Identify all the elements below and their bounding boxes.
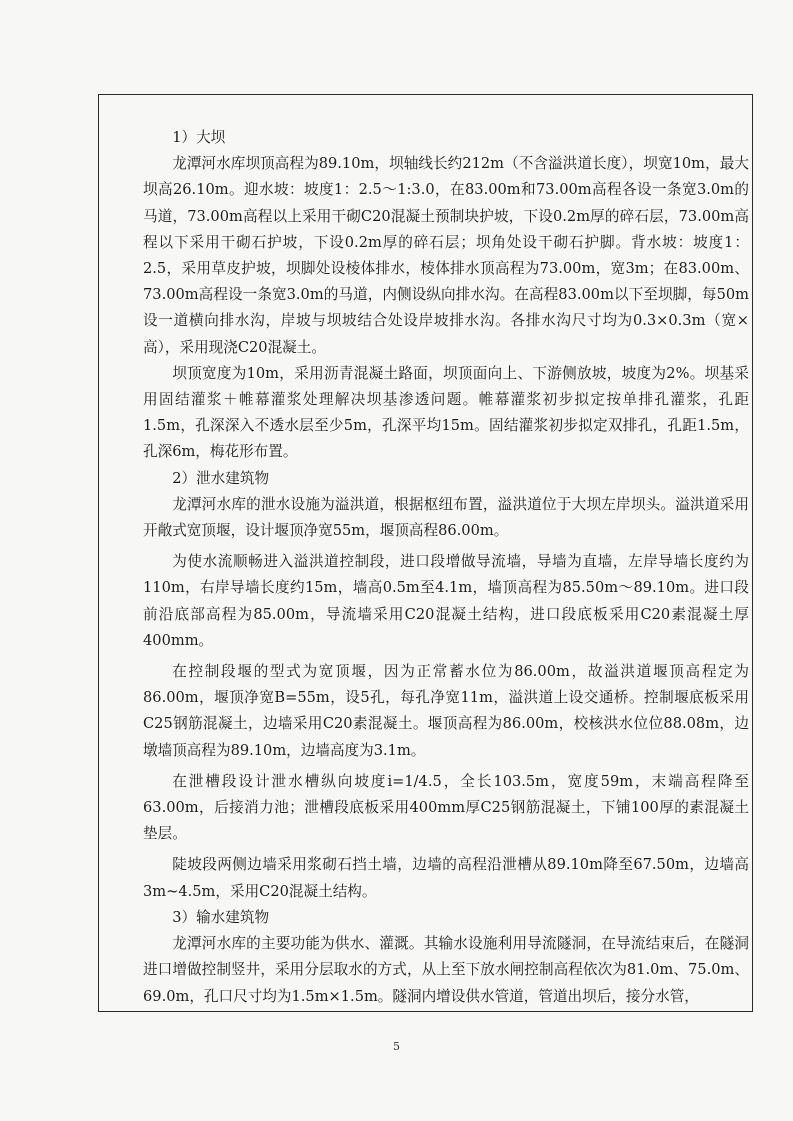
page-content: [143, 125, 749, 1010]
paragraph-spillway-overview: 龙潭河水库的泄水设施为溢洪道，根据枢纽布置，溢洪道位于大坝左岸坝头。溢洪道采用开敞式宽顶堰，设计堰顶净宽55m，堰顶高程86.00m。: [143, 495, 749, 540]
paragraph-spillway-inlet: 为使水流顺畅进入溢洪道控制段，进口段增做导流墙，导墙为直墙，左岸导墙长度约为110m，右岸导墙长度约15m，墙高0.5m至4.1m，墙顶高程为85.50m～89.10m。进口段前沿底部高程为85.00m，导流墙采用C20混凝土结构，进口段底板采用C20素混凝土厚400mm。: [143, 553, 749, 649]
paragraph-dam-crest-grouting: 坝顶宽度为10m，采用沥青混凝土路面，坝顶面向上、下游侧放坡，坡度为2%。坝基采用固结灌浆＋帷幕灌浆处理解决坝基渗透问题。帷幕灌浆初步拟定按单排孔灌浆，孔距1.5m，孔深深入不透水层至少5m，孔深平均15m。固结灌浆初步拟定双排孔，孔距1.5m，孔深6m，梅花形布置。: [143, 364, 749, 461]
section-heading-dam: 1）大坝: [172, 129, 226, 146]
section-heading-water-conveyance: 3）输水建筑物: [172, 908, 270, 926]
page-number: 5: [393, 1040, 400, 1053]
paragraph-spillway-control: 在控制段堰的型式为宽顶堰，因为正常蓄水位为86.00m，故溢洪道堰顶高程定为86.00m，堰顶净宽B=55m，设5孔，每孔净宽11m，溢洪道上设交通桥。控制堰底板采用C25钢筋混凝土，边墙采用C20素混凝土。堰顶高程为86.00m，校核洪水位位88.08m，边墩墙顶高程为89.10m，边墙高度为3.1m。: [143, 663, 749, 759]
page-border: [98, 94, 753, 1012]
paragraph-water-conveyance: 龙潭河水库的主要功能为供水、灌溉。其输水设施利用导流隧洞，在导流结束后，在隧洞进口增做控制竖井，采用分层取水的方式，从上至下放水闸控制高程依次为81.0m、75.0m、69.0m，孔口尺寸均为1.5m×1.5m。隧洞内增设供水管道，管道出坝后，接分水管，: [143, 935, 749, 1005]
paragraph-spillway-steep-slope: 陡坡段两侧边墙采用浆砌石挡土墙，边墙的高程沿泄槽从89.10m降至67.50m，边墙高3m~4.5m，采用C20混凝土结构。: [143, 856, 749, 900]
section-heading-spillway: 2）泄水建筑物: [172, 469, 270, 487]
paragraph-dam-overview: 龙潭河水库坝顶高程为89.10m，坝轴线长约212m（不含溢洪道长度），坝宽10m，最大坝高26.10m。迎水坡：坡度1：2.5～1:3.0，在83.00m和73.00m高程各设一条宽3.0m的马道，73.00m高程以上采用干砌C20混凝土预制块护坡，下设0.2m厚的碎石层，73.00m高程以下采用干砌石护坡，下设0.2m厚的碎石层；坝角处设干砌石护脚。背水坡：坡度1：2.5，采用草皮护坡，坝脚处设棱体排水，棱体排水顶高程为73.00m，宽3m；在83.00m、73.00m高程设一条宽3.0m的马道，内侧设纵向排水沟。在高程83.00m以下至坝脚，每50m设一道横向排水沟，岸坡与坝坡结合处设岸坡排水沟。各排水沟尺寸均为0.3×0.3m（宽×高），采用现浇C20混凝土。: [143, 155, 749, 356]
paragraph-spillway-chute: 在泄槽段设计泄水槽纵向坡度i=1/4.5，全长103.5m，宽度59m，末端高程降至63.00m，后接消力池；泄槽段底板采用400mm厚C25钢筋混凝土，下铺100厚的素混凝土垫层。: [143, 772, 749, 843]
